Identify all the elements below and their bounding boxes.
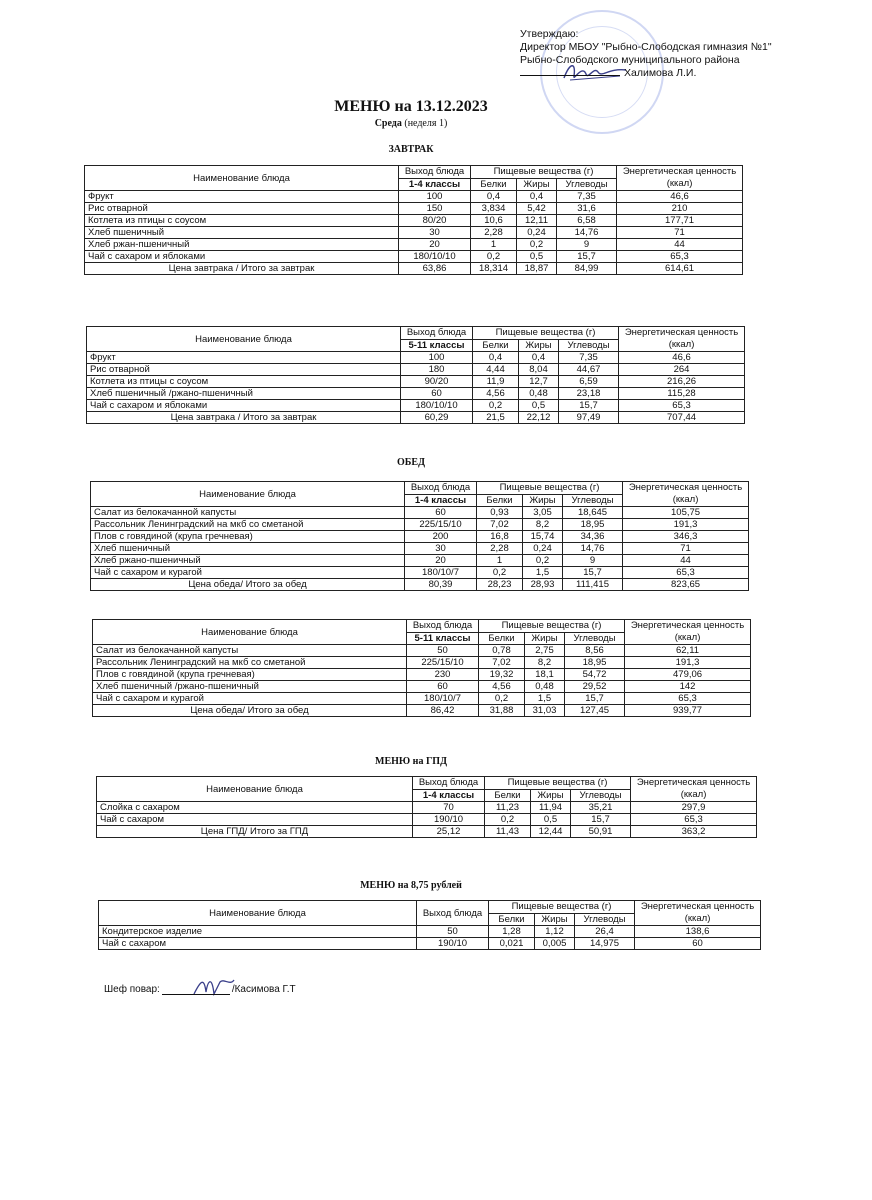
dish-name: Котлета из птицы с соусом — [85, 215, 399, 227]
table-row — [91, 519, 749, 531]
table-row — [91, 507, 749, 519]
dish-value: 3,05 — [523, 507, 563, 519]
total-label: Цена обеда/ Итого за обед — [93, 705, 407, 717]
dish-value: 479,06 — [625, 669, 751, 681]
total-value: 28,93 — [523, 579, 563, 591]
dish-name: Рассольник Ленинградский на мкб со сметаной — [91, 519, 405, 531]
total-value: 18,314 — [471, 263, 517, 275]
total-value: 25,12 — [413, 826, 485, 838]
total-label: Цена обеда/ Итого за обед — [91, 579, 405, 591]
dish-value: 1 — [477, 555, 523, 567]
approval-name: Халимова Л.И. — [624, 67, 697, 79]
dish-value: 46,6 — [617, 191, 743, 203]
menu-table — [98, 900, 761, 950]
col-header-output: Выход блюда — [401, 327, 473, 340]
col-header-fat: Жиры — [517, 178, 557, 191]
dish-value: 0,4 — [471, 191, 517, 203]
col-header-output: Выход блюда — [413, 777, 485, 790]
total-value: 31,88 — [479, 705, 525, 717]
section-gpd: МЕНЮ на ГПД — [375, 756, 447, 767]
col-header-energy: Энергетическая ценность (ккал) — [617, 166, 743, 191]
dish-value: 15,7 — [557, 251, 617, 263]
menu-table — [92, 619, 751, 717]
dish-name: Хлеб ржано-пшеничный — [91, 555, 405, 567]
total-row — [85, 263, 743, 275]
header-row — [97, 777, 757, 790]
dish-name: Слойка с сахаром — [97, 802, 413, 814]
dish-value: 230 — [407, 669, 479, 681]
total-value: 939,77 — [625, 705, 751, 717]
dish-value: 70 — [413, 802, 485, 814]
dish-value: 1,5 — [525, 693, 565, 705]
total-label: Цена завтрака / Итого за завтрак — [85, 263, 399, 275]
dish-name: Чай с сахаром — [97, 814, 413, 826]
col-header-protein: Белки — [485, 789, 531, 802]
dish-value: 1 — [471, 239, 517, 251]
week: (неделя 1) — [404, 118, 448, 129]
dish-value: 54,72 — [565, 669, 625, 681]
col-header-name: Наименование блюда — [85, 166, 399, 191]
total-value: 363,2 — [631, 826, 757, 838]
dish-value: 18,645 — [563, 507, 623, 519]
dish-value: 0,93 — [477, 507, 523, 519]
dish-value: 30 — [405, 543, 477, 555]
menu-table — [96, 776, 757, 838]
dish-value: 100 — [401, 352, 473, 364]
col-header-nutrients: Пищевые вещества (г) — [485, 777, 631, 790]
dish-value: 3,834 — [471, 203, 517, 215]
dish-value: 5,42 — [517, 203, 557, 215]
total-value: 50,91 — [571, 826, 631, 838]
table-row — [99, 938, 761, 950]
dish-value: 65,3 — [617, 251, 743, 263]
dish-value: 29,52 — [565, 681, 625, 693]
col-header-grade: 5-11 классы — [407, 632, 479, 645]
col-header-energy: Энергетическая ценность (ккал) — [619, 327, 745, 352]
col-header-grade: 1-4 классы — [405, 494, 477, 507]
dish-value: 34,36 — [563, 531, 623, 543]
col-header-fat: Жиры — [531, 789, 571, 802]
dish-value: 44,67 — [559, 364, 619, 376]
dish-value: 65,3 — [631, 814, 757, 826]
total-value: 111,415 — [563, 579, 623, 591]
section-lunch: ОБЕД — [397, 457, 425, 468]
dish-value: 0,4 — [517, 191, 557, 203]
col-header-fat: Жиры — [535, 913, 575, 926]
header-row — [93, 620, 751, 633]
table-row — [93, 681, 751, 693]
col-header-energy: Энергетическая ценность (ккал) — [631, 777, 757, 802]
table-row — [99, 926, 761, 938]
dish-value: 11,23 — [485, 802, 531, 814]
dish-value: 180/10/7 — [405, 567, 477, 579]
dish-value: 11,9 — [473, 376, 519, 388]
dish-value: 0,2 — [479, 693, 525, 705]
col-header-output: Выход блюда — [407, 620, 479, 633]
col-header-carbs: Углеводы — [575, 913, 635, 926]
dish-value: 44 — [623, 555, 749, 567]
col-header-grade: 1-4 классы — [413, 789, 485, 802]
table-row — [85, 191, 743, 203]
dish-name: Рассольник Ленинградский на мкб со сметаной — [93, 657, 407, 669]
table-row — [87, 352, 745, 364]
dish-value: 50 — [417, 926, 489, 938]
table-row — [87, 400, 745, 412]
menu-table — [86, 326, 745, 424]
dish-value: 65,3 — [623, 567, 749, 579]
dish-value: 12,11 — [517, 215, 557, 227]
dish-value: 35,21 — [571, 802, 631, 814]
dish-value: 1,28 — [489, 926, 535, 938]
col-header-carbs: Углеводы — [565, 632, 625, 645]
col-header-fat: Жиры — [523, 494, 563, 507]
dish-name: Плов с говядиной (крупа гречневая) — [91, 531, 405, 543]
dish-value: 225/15/10 — [405, 519, 477, 531]
col-header-energy: Энергетическая ценность (ккал) — [625, 620, 751, 645]
col-header-protein: Белки — [477, 494, 523, 507]
dish-value: 18,95 — [565, 657, 625, 669]
dish-name: Хлеб пшеничный /ржано-пшеничный — [93, 681, 407, 693]
dish-value: 7,02 — [477, 519, 523, 531]
dish-name: Рис отварной — [87, 364, 401, 376]
page-subtitle — [0, 118, 822, 129]
total-value: 31,03 — [525, 705, 565, 717]
dish-value: 0,021 — [489, 938, 535, 950]
dish-value: 15,7 — [565, 693, 625, 705]
dish-value: 65,3 — [619, 400, 745, 412]
dish-value: 7,35 — [559, 352, 619, 364]
dish-value: 297,9 — [631, 802, 757, 814]
col-header-energy: Энергетическая ценность (ккал) — [635, 901, 761, 926]
table-row — [85, 239, 743, 251]
dish-value: 15,74 — [523, 531, 563, 543]
dish-value: 180/10/10 — [399, 251, 471, 263]
dish-value: 191,3 — [623, 519, 749, 531]
total-value: 80,39 — [405, 579, 477, 591]
dish-value: 65,3 — [625, 693, 751, 705]
dish-name: Рис отварной — [85, 203, 399, 215]
approval-signatory — [520, 67, 772, 80]
col-header-name: Наименование блюда — [87, 327, 401, 352]
dish-value: 15,7 — [563, 567, 623, 579]
col-header-name: Наименование блюда — [93, 620, 407, 645]
col-header-energy: Энергетическая ценность (ккал) — [623, 482, 749, 507]
dish-value: 0,24 — [523, 543, 563, 555]
dish-value: 142 — [625, 681, 751, 693]
total-value: 11,43 — [485, 826, 531, 838]
dish-name: Чай с сахаром и яблоками — [85, 251, 399, 263]
dish-value: 6,58 — [557, 215, 617, 227]
approval-district: Рыбно-Слободского муниципального района — [520, 54, 740, 66]
dish-name: Хлеб пшеничный /ржано-пшеничный — [87, 388, 401, 400]
dish-value: 4,56 — [473, 388, 519, 400]
table-row — [93, 657, 751, 669]
dish-value: 190/10 — [417, 938, 489, 950]
dish-name: Салат из белокачанной капусты — [91, 507, 405, 519]
total-row — [87, 412, 745, 424]
dish-value: 115,28 — [619, 388, 745, 400]
table-row — [91, 555, 749, 567]
dish-value: 0,48 — [525, 681, 565, 693]
dish-value: 20 — [399, 239, 471, 251]
table-row — [93, 693, 751, 705]
total-value: 84,99 — [557, 263, 617, 275]
total-value: 97,49 — [559, 412, 619, 424]
dish-value: 60 — [405, 507, 477, 519]
dish-value: 225/15/10 — [407, 657, 479, 669]
dish-value: 90/20 — [401, 376, 473, 388]
dish-value: 4,44 — [473, 364, 519, 376]
total-label: Цена ГПД/ Итого за ГПД — [97, 826, 413, 838]
total-value: 12,44 — [531, 826, 571, 838]
header-row — [87, 327, 745, 340]
dish-value: 0,2 — [471, 251, 517, 263]
dish-value: 46,6 — [619, 352, 745, 364]
dish-value: 0,005 — [535, 938, 575, 950]
table-row — [93, 669, 751, 681]
dish-value: 71 — [623, 543, 749, 555]
dish-value: 80/20 — [399, 215, 471, 227]
dish-value: 150 — [399, 203, 471, 215]
dish-name: Фрукт — [85, 191, 399, 203]
col-header-protein: Белки — [489, 913, 535, 926]
table-row — [85, 251, 743, 263]
col-header-grade: 5-11 классы — [401, 339, 473, 352]
dish-value: 8,2 — [523, 519, 563, 531]
header-row — [85, 166, 743, 179]
dish-value: 346,3 — [623, 531, 749, 543]
total-value: 63,86 — [399, 263, 471, 275]
section-cheap-menu: МЕНЮ на 8,75 рублей — [360, 880, 462, 891]
total-value: 127,45 — [565, 705, 625, 717]
total-value: 28,23 — [477, 579, 523, 591]
chef-label: Шеф повар: — [104, 984, 160, 995]
table-row — [91, 531, 749, 543]
col-header-nutrients: Пищевые вещества (г) — [479, 620, 625, 633]
dish-value: 190/10 — [413, 814, 485, 826]
col-header-fat: Жиры — [525, 632, 565, 645]
dish-value: 191,3 — [625, 657, 751, 669]
dish-value: 264 — [619, 364, 745, 376]
dish-value: 7,35 — [557, 191, 617, 203]
col-header-nutrients: Пищевые вещества (г) — [477, 482, 623, 495]
col-header-fat: Жиры — [519, 339, 559, 352]
dish-name: Чай с сахаром — [99, 938, 417, 950]
table-row — [85, 203, 743, 215]
total-row — [91, 579, 749, 591]
menu-table — [90, 481, 749, 591]
total-value: 21,5 — [473, 412, 519, 424]
dish-name: Салат из белокачанной капусты — [93, 645, 407, 657]
dish-value: 8,2 — [525, 657, 565, 669]
dish-value: 105,75 — [623, 507, 749, 519]
col-header-carbs: Углеводы — [557, 178, 617, 191]
dish-value: 0,4 — [519, 352, 559, 364]
dish-value: 0,78 — [479, 645, 525, 657]
dish-value: 14,76 — [563, 543, 623, 555]
dish-value: 2,75 — [525, 645, 565, 657]
dish-value: 0,4 — [473, 352, 519, 364]
dish-value: 14,76 — [557, 227, 617, 239]
total-value: 823,65 — [623, 579, 749, 591]
dish-value: 8,56 — [565, 645, 625, 657]
table-row — [93, 645, 751, 657]
col-header-grade: 1-4 классы — [399, 178, 471, 191]
dish-value: 19,32 — [479, 669, 525, 681]
dish-value: 0,48 — [519, 388, 559, 400]
dish-value: 18,1 — [525, 669, 565, 681]
dish-value: 0,2 — [473, 400, 519, 412]
table-row — [85, 215, 743, 227]
col-header-nutrients: Пищевые вещества (г) — [471, 166, 617, 179]
col-header-nutrients: Пищевые вещества (г) — [473, 327, 619, 340]
col-header-output: Выход блюда — [405, 482, 477, 495]
dish-value: 15,7 — [559, 400, 619, 412]
dish-value: 44 — [617, 239, 743, 251]
total-value: 86,42 — [407, 705, 479, 717]
dish-value: 180 — [401, 364, 473, 376]
dish-value: 60 — [401, 388, 473, 400]
dish-value: 11,94 — [531, 802, 571, 814]
dish-value: 216,26 — [619, 376, 745, 388]
dish-value: 177,71 — [617, 215, 743, 227]
menu-table — [84, 165, 743, 275]
dish-name: Хлеб пшеничный — [85, 227, 399, 239]
dish-value: 62,11 — [625, 645, 751, 657]
approval-label: Утверждаю: — [520, 28, 579, 40]
total-value: 614,61 — [617, 263, 743, 275]
col-header-carbs: Углеводы — [559, 339, 619, 352]
col-header-protein: Белки — [471, 178, 517, 191]
dish-value: 180/10/7 — [407, 693, 479, 705]
approval-block — [520, 28, 772, 80]
dish-name: Фрукт — [87, 352, 401, 364]
dish-value: 10,6 — [471, 215, 517, 227]
dish-name: Хлеб ржан-пшеничный — [85, 239, 399, 251]
header-row — [91, 482, 749, 495]
col-header-name: Наименование блюда — [97, 777, 413, 802]
chef-line — [104, 984, 296, 995]
dish-name: Чай с сахаром и курагой — [93, 693, 407, 705]
dish-value: 0,2 — [517, 239, 557, 251]
dish-value: 0,2 — [523, 555, 563, 567]
col-header-carbs: Углеводы — [571, 789, 631, 802]
dish-name: Котлета из птицы с соусом — [87, 376, 401, 388]
dish-value: 0,2 — [477, 567, 523, 579]
col-header-output: Выход блюда — [399, 166, 471, 179]
dish-value: 138,6 — [635, 926, 761, 938]
dish-value: 7,02 — [479, 657, 525, 669]
table-row — [97, 802, 757, 814]
col-header-output: Выход блюда — [417, 901, 489, 926]
dish-value: 1,12 — [535, 926, 575, 938]
header-row — [99, 901, 761, 914]
dish-value: 200 — [405, 531, 477, 543]
approval-position: Директор МБОУ "Рыбно-Слободская гимназия №1" — [520, 41, 772, 53]
dish-value: 0,2 — [485, 814, 531, 826]
total-row — [93, 705, 751, 717]
dish-name: Кондитерское изделие — [99, 926, 417, 938]
dish-value: 1,5 — [523, 567, 563, 579]
total-value: 22,12 — [519, 412, 559, 424]
dish-value: 71 — [617, 227, 743, 239]
dish-value: 2,28 — [471, 227, 517, 239]
dish-value: 50 — [407, 645, 479, 657]
total-value: 707,44 — [619, 412, 745, 424]
dish-value: 0,24 — [517, 227, 557, 239]
dish-value: 60 — [407, 681, 479, 693]
dish-value: 210 — [617, 203, 743, 215]
chef-name: /Касимова Г.Т — [231, 984, 296, 995]
dish-value: 30 — [399, 227, 471, 239]
dish-value: 14,975 — [575, 938, 635, 950]
dish-value: 4,56 — [479, 681, 525, 693]
dish-value: 0,5 — [531, 814, 571, 826]
dish-value: 180/10/10 — [401, 400, 473, 412]
section-breakfast: ЗАВТРАК — [388, 144, 434, 155]
dish-value: 60 — [635, 938, 761, 950]
dish-value: 9 — [557, 239, 617, 251]
dish-value: 15,7 — [571, 814, 631, 826]
dish-value: 31,6 — [557, 203, 617, 215]
dish-value: 0,5 — [519, 400, 559, 412]
dish-value: 0,5 — [517, 251, 557, 263]
total-value: 60,29 — [401, 412, 473, 424]
dish-value: 26,4 — [575, 926, 635, 938]
col-header-carbs: Углеводы — [563, 494, 623, 507]
col-header-name: Наименование блюда — [91, 482, 405, 507]
table-row — [87, 388, 745, 400]
dish-value: 6,59 — [559, 376, 619, 388]
table-row — [91, 567, 749, 579]
dish-name: Хлеб пшеничный — [91, 543, 405, 555]
dish-value: 9 — [563, 555, 623, 567]
dish-value: 8,04 — [519, 364, 559, 376]
table-row — [85, 227, 743, 239]
day: Среда — [374, 118, 402, 129]
col-header-nutrients: Пищевые вещества (г) — [489, 901, 635, 914]
dish-value: 16,8 — [477, 531, 523, 543]
dish-name: Чай с сахаром и яблоками — [87, 400, 401, 412]
table-row — [91, 543, 749, 555]
table-row — [87, 364, 745, 376]
dish-value: 12,7 — [519, 376, 559, 388]
table-row — [97, 814, 757, 826]
col-header-protein: Белки — [479, 632, 525, 645]
total-value: 18,87 — [517, 263, 557, 275]
dish-value: 2,28 — [477, 543, 523, 555]
dish-value: 18,95 — [563, 519, 623, 531]
col-header-name: Наименование блюда — [99, 901, 417, 926]
dish-value: 20 — [405, 555, 477, 567]
total-label: Цена завтрака / Итого за завтрак — [87, 412, 401, 424]
dish-name: Плов с говядиной (крупа гречневая) — [93, 669, 407, 681]
dish-value: 100 — [399, 191, 471, 203]
page-title: МЕНЮ на 13.12.2023 — [334, 98, 488, 115]
table-row — [87, 376, 745, 388]
total-row — [97, 826, 757, 838]
dish-name: Чай с сахаром и курагой — [91, 567, 405, 579]
col-header-protein: Белки — [473, 339, 519, 352]
dish-value: 23,18 — [559, 388, 619, 400]
